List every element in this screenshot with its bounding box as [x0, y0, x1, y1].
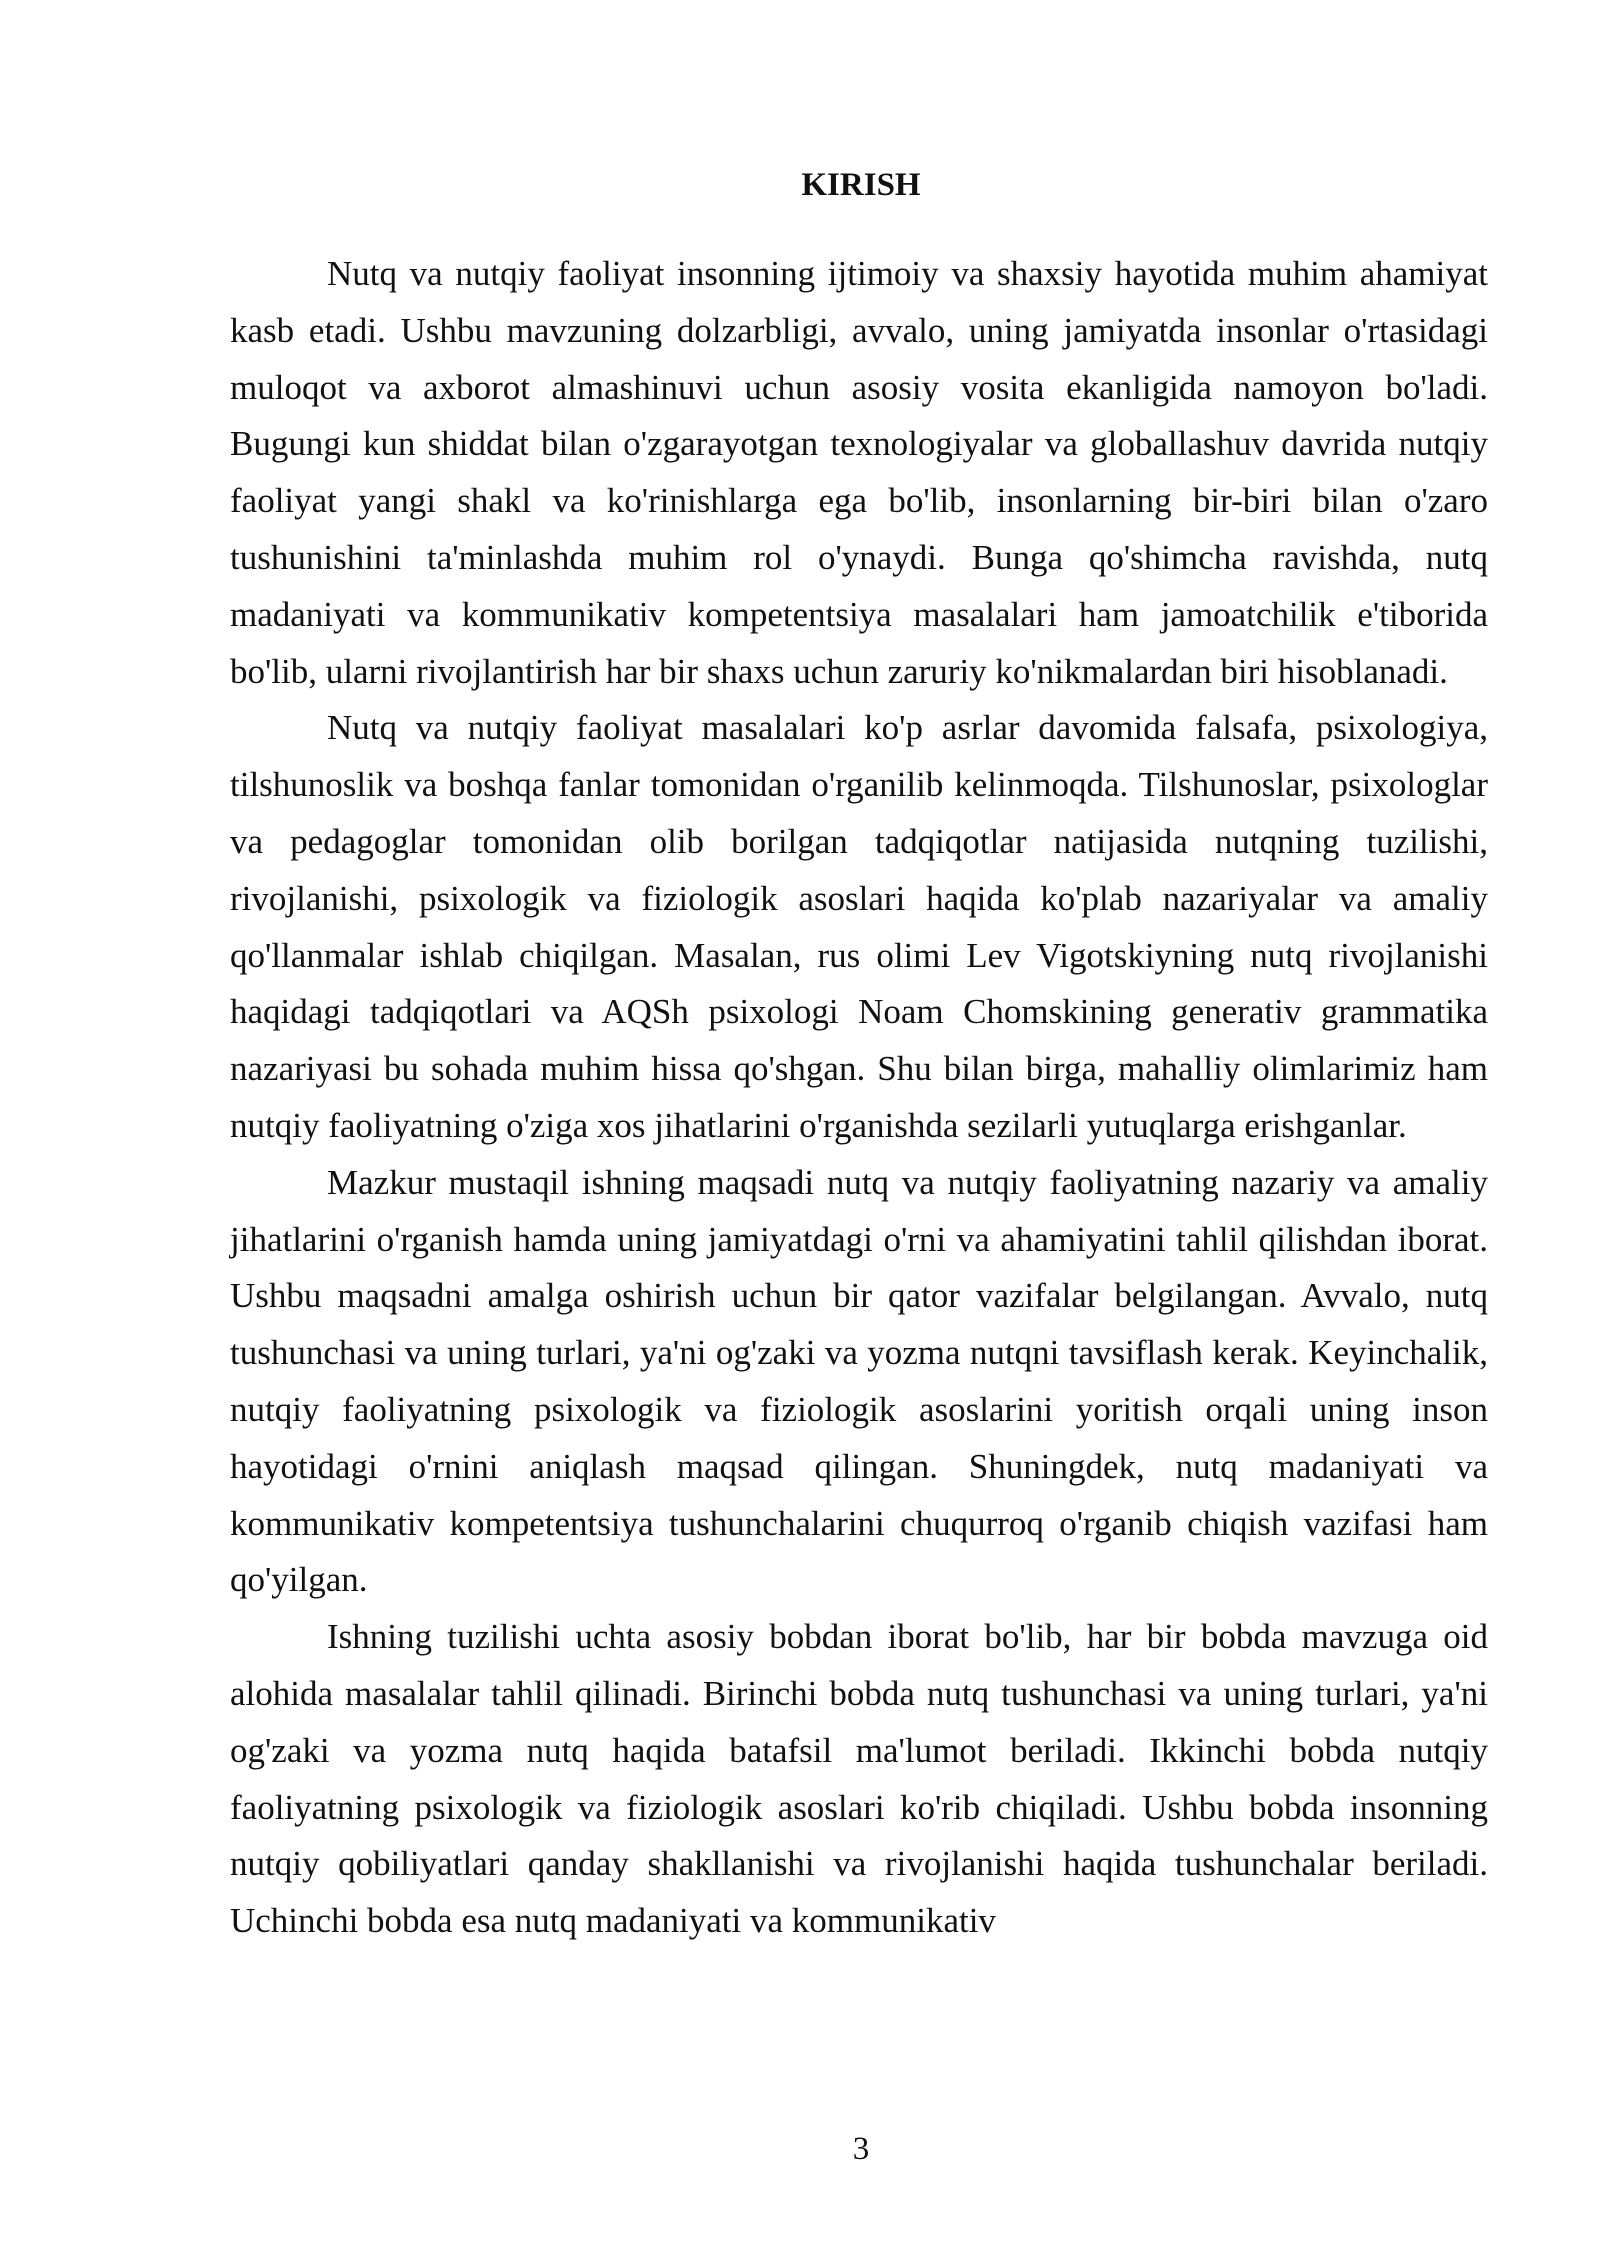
paragraph-2: Nutq va nutqiy faoliyat masalalari ko'p asrlar davomida falsafa, psixologiya, tilshunoslik va boshqa fanlar tomonidan o'rganilib kelinmoqda. Tilshunoslar, psixologlar va pedagoglar tomonidan olib borilgan tadqiqotlar natijasida nutqning tuzilishi, rivojlanishi, psixologik va fiziologik asoslari haqida ko'plab nazariyalar va amaliy qo'llanmalar ishlab chiqilgan. Masalan, rus olimi Lev Vigotskiyning nutq rivojlanishi haqidagi tadqiqotlari va AQSh psixologi Noam Chomskining generativ grammatika nazariyasi bu sohada muhim hissa qo'shgan. Shu bilan birga, mahalliy olimlarimiz ham nutqiy faoliyatning o'ziga xos jihatlarini o'rganishda sezilarli yutuqlarga erishganlar. — [230, 708, 1488, 1145]
page-number: 3 — [852, 2131, 870, 2167]
body-text — [230, 246, 1488, 1950]
paragraph-1: Nutq va nutqiy faoliyat insonning ijtimoiy va shaxsiy hayotida muhim ahamiyat kasb etadi. Ushbu mavzuning dolzarbligi, avvalo, uning jamiyatda insonlar o'rtasidagi muloqot va axborot almashinuvi uchun asosiy vosita ekanligida namoyon bo'ladi. Bugungi kun shiddat bilan o'zgarayotgan texnologiyalar va globallashuv davrida nutqiy faoliyat yangi shakl va ko'rinishlarga ega bo'lib, insonlarning bir-biri bilan o'zaro tushunishini ta'minlashda muhim rol o'ynaydi. Bunga qo'shimcha ravishda, nutq madaniyati va kommunikativ kompetentsiya masalalari ham jamoatchilik e'tiborida bo'lib, ularni rivojlantirish har bir shaxs uchun zaruriy ko'nikmalardan biri hisoblanadi. — [230, 254, 1488, 691]
paragraph-3: Mazkur mustaqil ishning maqsadi nutq va nutqiy faoliyatning nazariy va amaliy jihatlarini o'rganish hamda uning jamiyatdagi o'rni va ahamiyatini tahlil qilishdan iborat. Ushbu maqsadni amalga oshirish uchun bir qator vazifalar belgilangan. Avvalo, nutq tushunchasi va uning turlari, ya'ni og'zaki va yozma nutqni tavsiflash kerak. Keyinchalik, nutqiy faoliyatning psixologik va fiziologik asoslarini yoritish orqali uning inson hayotidagi o'rnini aniqlash maqsad qilingan. Shuningdek, nutq madaniyati va kommunikativ kompetentsiya tushunchalarini chuqurroq o'rganib chiqish vazifasi ham qo'yilgan. — [230, 1162, 1488, 1600]
paragraph-4: Ishning tuzilishi uchta asosiy bobdan iborat bo'lib, har bir bobda mavzuga oid alohida masalalar tahlil qilinadi. Birinchi bobda nutq tushunchasi va uning turlari, ya'ni og'zaki va yozma nutq haqida batafsil ma'lumot beriladi. Ikkinchi bobda nutqiy faoliyatning psixologik va fiziologik asoslari ko'rib chiqiladi. Ushbu bobda insonning nutqiy qobiliyatlari qanday shakllanishi va rivojlanishi haqida tushunchalar beriladi. Uchinchi bobda esa nutq madaniyati va kommunikativ — [230, 1617, 1488, 1941]
section-heading: KIRISH — [801, 167, 921, 203]
